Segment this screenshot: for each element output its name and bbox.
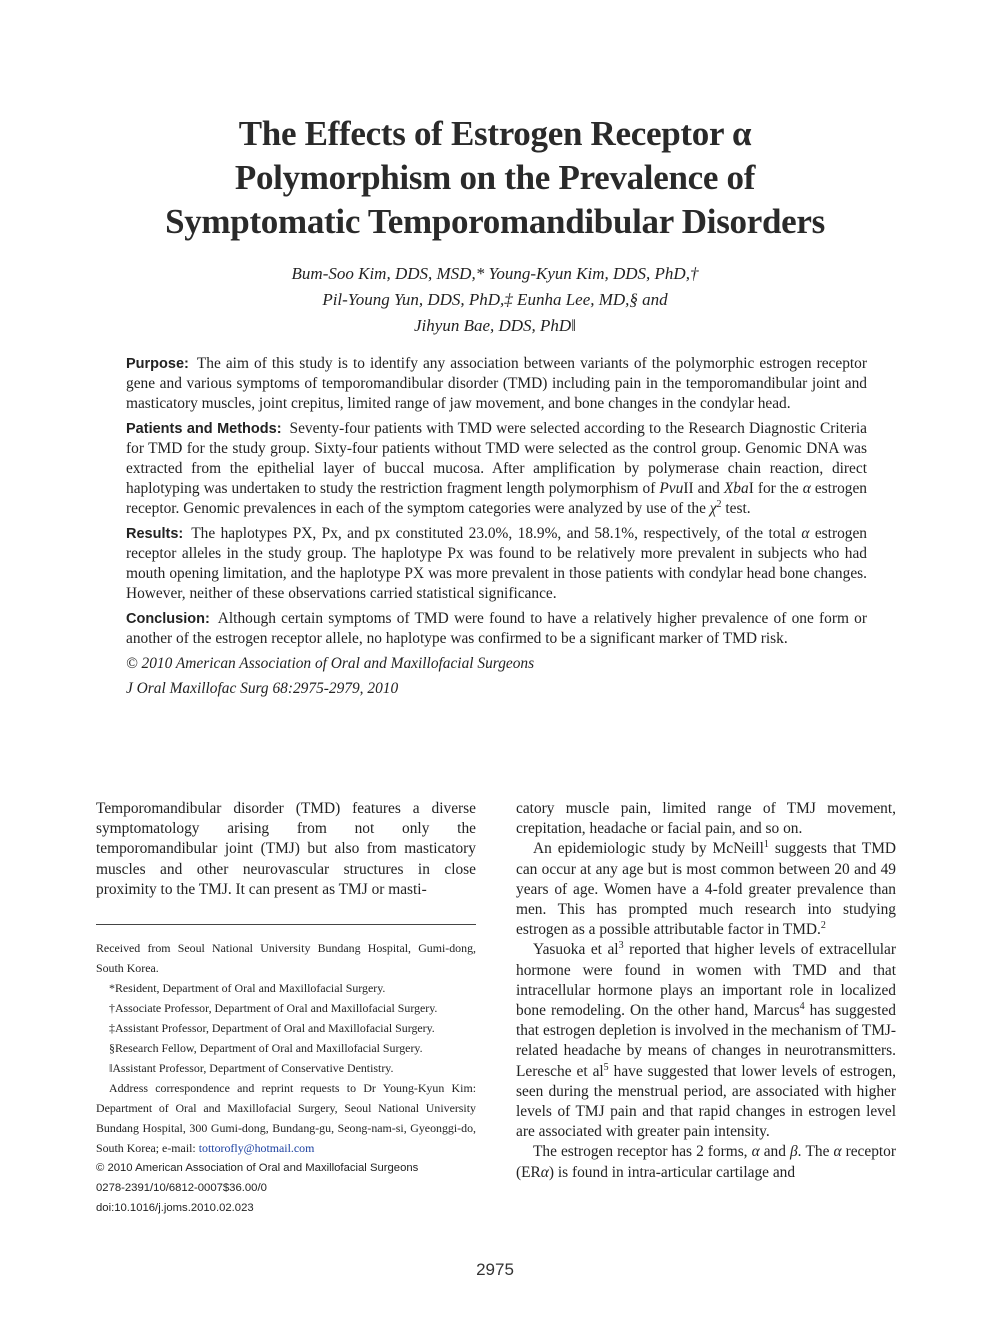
p4-text-a: The estrogen receptor has 2 forms, bbox=[533, 1143, 748, 1161]
address-text: Address correspondence and reprint requests to Dr Young-Kyun Kim: Department of Oral and Maxillofacial Surgery, Seoul National University Bundang Hospital, 300 Gumi-dong, Bundang-gu, Seong-nam-si, Gyeonggi-do, South Korea; e-mail: bbox=[96, 1081, 476, 1155]
p3-text-b: reported that higher levels of extracellular hormone were found in women with TMD and that intracellular hormone plays an important role in localized bone remodeling. On the other hand, Marcus bbox=[516, 941, 896, 1020]
p2-text-a: An epidemiologic study by McNeill bbox=[533, 840, 764, 858]
abstract bbox=[126, 354, 867, 704]
p3-text-a: Yasuoka et al bbox=[533, 941, 619, 959]
methods-text-a: Seventy-four patients with TMD were selected according to the Research Diagnostic Criteria for TMD for the study group. Sixty-four patients without TMD were selected as the control group. Genomic DNA was extracted from the epithelial layer of buccal mucosa. After amplification by polymerase chain reaction, direct haplotyping was undertaken to study the restriction fragment length polymorphism of bbox=[126, 420, 867, 497]
p4-text-d: ) is found in intra-articular cartilage and bbox=[548, 1163, 796, 1181]
beta-symbol: β bbox=[789, 1143, 798, 1161]
title-line-2: Polymorphism on the Prevalence of bbox=[234, 158, 756, 197]
ref-4[interactable]: 4 bbox=[799, 1000, 805, 1012]
author-list bbox=[60, 261, 930, 339]
purpose-text: The aim of this study is to identify any association between variants of the polymorphic estrogen receptor gene and various symptoms of temporomandibular disorder (TMD) including pain in the temporomandibular joint and masticatory muscles, joint crepitus, limited range of jaw movement, and bone changes in the condylar head. bbox=[126, 355, 867, 412]
journal-citation: J Oral Maxillofac Surg 68:2975-2979, 2010 bbox=[126, 680, 399, 697]
footnote-research-fellow: §Research Fellow, Department of Oral and Maxillofacial Surgery. bbox=[109, 1041, 423, 1055]
alpha-symbol: α bbox=[833, 1143, 842, 1161]
body-right-column bbox=[516, 799, 896, 1183]
p2-text-b: suggests that TMD can occur at any age but is most common between 20 and 49 years of age. Women have a 4-fold greater prevalence than men. This has prompted much research into studying estrogen as a possible attributable factor in TMD. bbox=[516, 840, 897, 939]
footnote-resident: *Resident, Department of Oral and Maxillofacial Surgery. bbox=[109, 981, 386, 995]
p3-text-d: have suggested that lower levels of estrogen, seen during the menstrual period, are associated with higher levels of TMJ pain and that rapid changes in estrogen level are associated with greater pain intensity. bbox=[516, 1062, 896, 1141]
abstract-copyright: © 2010 American Association of Oral and Maxillofacial Surgeons bbox=[126, 655, 535, 672]
p4-text-c: receptor (ER bbox=[516, 1143, 897, 1181]
purpose-label: Purpose: bbox=[126, 356, 189, 372]
footnote-issn: 0278-2391/10/6812-0007$36.00/0 bbox=[96, 1182, 267, 1194]
abstract-purpose bbox=[126, 354, 867, 414]
methods-text-b: estrogen receptor. Genomic prevalences in each of the symptom categories were analyzed by use of the bbox=[126, 480, 867, 517]
abstract-methods bbox=[126, 419, 867, 519]
enzyme-xba-suffix: I for the bbox=[748, 480, 799, 497]
title-line-1: The Effects of Estrogen Receptor α bbox=[238, 114, 752, 153]
continued-paragraph: catory muscle pain, limited range of TMJ movement, crepitation, headache or facial pain, and so on. bbox=[516, 800, 896, 838]
article-title bbox=[60, 112, 930, 244]
footnote-address bbox=[96, 1078, 476, 1158]
footnote-doi: doi:10.1016/j.joms.2010.02.023 bbox=[96, 1202, 254, 1214]
email-link[interactable]: tottorofly@hotmail.com bbox=[198, 1141, 315, 1155]
hormone-paragraph bbox=[516, 940, 896, 1142]
p4-text-b: . The bbox=[797, 1143, 830, 1161]
enzyme-xba: Xba bbox=[723, 480, 749, 497]
alpha-symbol: α bbox=[802, 480, 811, 497]
body-left-column bbox=[96, 799, 476, 900]
alpha-symbol: α bbox=[751, 1143, 760, 1161]
footnote-associate-professor: †Associate Professor, Department of Oral and Maxillofacial Surgery. bbox=[109, 1001, 438, 1015]
footnote-assistant-professor-2: ‖Assistant Professor, Department of Conservative Dentistry. bbox=[109, 1061, 394, 1075]
results-label: Results: bbox=[126, 526, 184, 542]
chi-superscript: 2 bbox=[716, 498, 722, 510]
footnote-copyright: © 2010 American Association of Oral and Maxillofacial Surgeons bbox=[96, 1162, 419, 1174]
p3-text-c: has suggested that estrogen depletion is involved in the mechanism of TMJ-related headache by means of changes in neurotransmitters. Leresche et al bbox=[516, 1002, 896, 1080]
ref-2[interactable]: 2 bbox=[820, 920, 826, 932]
alpha-symbol: α bbox=[801, 525, 810, 542]
chi-symbol: χ bbox=[709, 500, 717, 517]
footnotes bbox=[96, 938, 476, 1218]
ref-1[interactable]: 1 bbox=[763, 839, 769, 851]
conclusion-label: Conclusion: bbox=[126, 611, 210, 627]
receptor-paragraph bbox=[516, 1142, 896, 1182]
intro-paragraph: Temporomandibular disorder (TMD) features a diverse symptomatology arising from not only the temporomandibular joint (TMJ) but also from masticatory muscles and other neurovascular structures in close proximity to the TMJ. It can present as TMJ or masti- bbox=[96, 800, 476, 898]
methods-label: Patients and Methods: bbox=[126, 421, 282, 437]
enzyme-pvu-suffix: II and bbox=[683, 480, 720, 497]
enzyme-pvu: Pvu bbox=[659, 480, 684, 497]
authors-line-3: Jihyun Bae, DDS, PhD‖ bbox=[414, 316, 576, 335]
p4-and: and bbox=[763, 1143, 786, 1161]
abstract-conclusion bbox=[126, 609, 867, 649]
footnote-divider bbox=[96, 924, 476, 925]
results-text-b: estrogen receptor alleles in the study group. The haplotype Px was found to be relatively more prevalent in subjects who had mouth opening limitation, and the haplotype PX was more prevalent in those patients with condylar head bone changes. However, neither of these observations carried statistical significance. bbox=[126, 525, 867, 602]
conclusion-text: Although certain symptoms of TMD were found to have a relatively higher prevalence of one form or another of the estrogen receptor allele, no haplotype was confirmed to be a significant marker of TMD risk. bbox=[126, 610, 867, 647]
methods-text-c: test. bbox=[725, 500, 751, 517]
footnote-received: Received from Seoul National University Bundang Hospital, Gumi-dong, South Korea. bbox=[96, 941, 476, 975]
alpha-symbol: α bbox=[540, 1163, 549, 1181]
abstract-results bbox=[126, 524, 867, 604]
ref-5[interactable]: 5 bbox=[603, 1061, 609, 1073]
title-line-3: Symptomatic Temporomandibular Disorders bbox=[165, 202, 825, 241]
authors-line-2: Pil-Young Yun, DDS, PhD,‡ Eunha Lee, MD,§ and bbox=[322, 290, 668, 309]
results-text-a: The haplotypes PX, Px, and px constituted 23.0%, 18.9%, and 58.1%, respectively, of the total bbox=[191, 525, 796, 542]
epidemiology-paragraph bbox=[516, 839, 896, 940]
page-number: 2975 bbox=[476, 1260, 514, 1279]
ref-3[interactable]: 3 bbox=[618, 940, 624, 952]
footnote-assistant-professor: ‡Assistant Professor, Department of Oral and Maxillofacial Surgery. bbox=[109, 1021, 435, 1035]
authors-line-1: Bum-Soo Kim, DDS, MSD,* Young-Kyun Kim, DDS, PhD,† bbox=[291, 264, 699, 283]
